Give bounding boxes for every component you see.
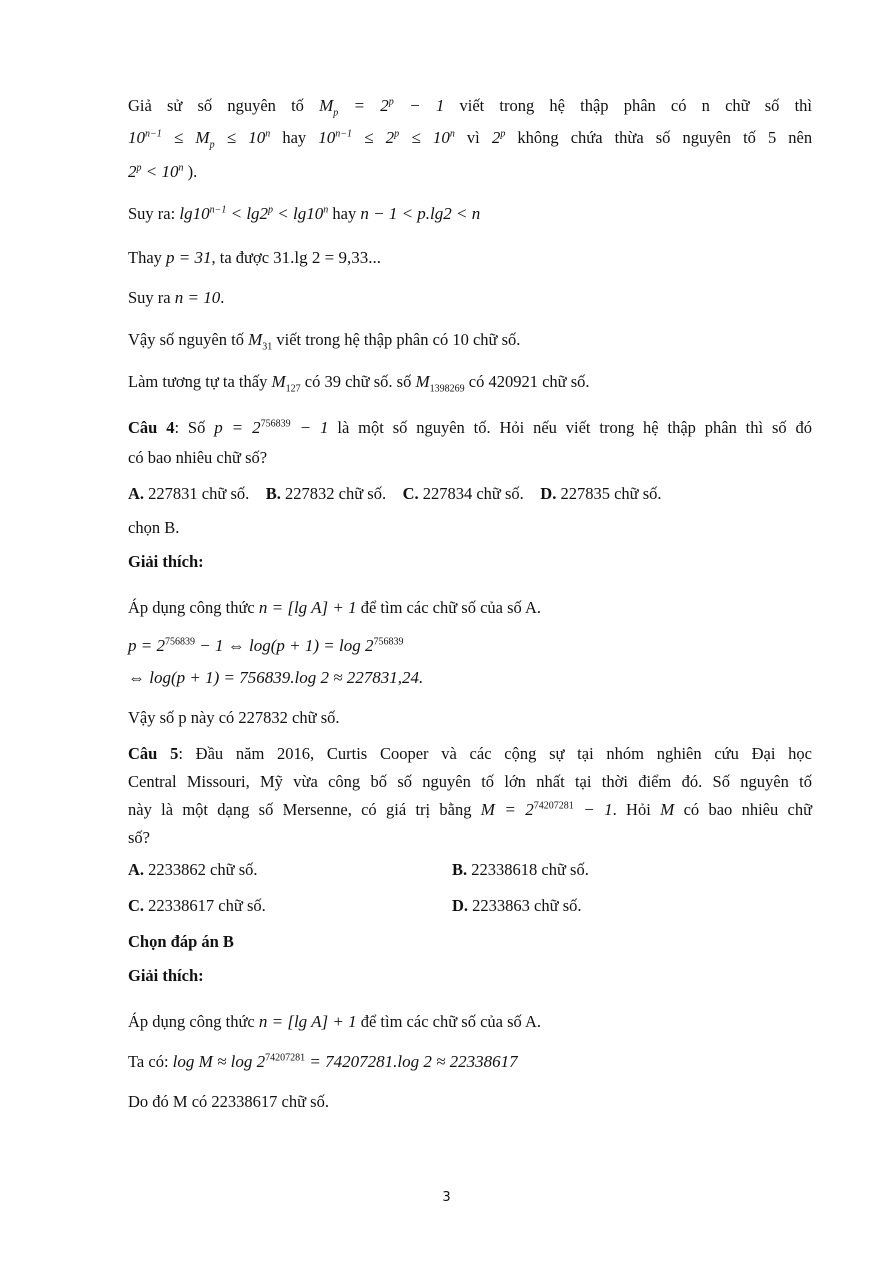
cau5-line-4: số?	[128, 828, 150, 847]
cau5-line-3: này là một dạng số Mersenne, có giá trị bằng $M = 2^{74207281} - 1$. Hỏi M có bao nhiêu chữ	[128, 800, 813, 819]
cau5-option-b[interactable]: B. 22338618 chữ số.	[452, 860, 589, 879]
cau4-giai-thich: Giải thích:	[128, 552, 204, 571]
cau5-option-c[interactable]: C. 22338617 chữ số.	[128, 896, 266, 915]
vay-line: Vậy số nguyên tố $M_{31}$ viết trong hệ thập phân có 10 chữ số.	[128, 330, 521, 353]
formula-m127: $M_{127}$	[271, 372, 301, 395]
suy-ra-2-line: Suy ra n = 10.	[128, 288, 225, 307]
thay-line: Thay p = 31, ta được 31.lg 2 = 9,33...	[128, 248, 381, 267]
formula-M: M	[660, 800, 675, 819]
cau5-ta-co: Ta có: $\log M \approx \log 2^{74207281} = 74207281.\log$ 2 ≈ 22338617	[128, 1052, 518, 1071]
formula-2p-lt: $2^p < 10^n$	[128, 162, 184, 181]
formula-n-lgA-2: n = [lg A] + 1	[258, 1012, 357, 1031]
cau4-option-c[interactable]: C. 227834 chữ số.	[402, 484, 524, 503]
suy-ra-line: Suy ra: $\lg 10^{n-1} < \lg 2^p < \lg 10^n$ hay n − 1 < p.lg2 < n	[128, 204, 481, 223]
para-1-line-2: $10^{n-1} \le M_p \le 10^n$ hay $10^{n-1} \le 2^p \le 10^n$ vì 2$^p$ không chứa thừa số nguyên tố 5 nên	[128, 128, 813, 151]
cau5-label: Câu 5	[128, 744, 179, 763]
cau5-chon: Chọn đáp án B	[128, 932, 234, 951]
formula-M-74207281: $M = 2^{74207281} - 1$	[480, 800, 613, 819]
cau4-label: Câu 4	[128, 418, 175, 437]
cau5-option-a[interactable]: A. 2233862 chữ số.	[128, 860, 258, 879]
formula-2p: 2$^p$	[491, 128, 506, 147]
cau4-ket-luan: Vậy số p này có 227832 chữ số.	[128, 708, 340, 727]
cau4-option-d[interactable]: D. 227835 chữ số.	[540, 484, 662, 503]
cau4-options	[128, 484, 662, 504]
cau5-option-d[interactable]: D. 2233863 chữ số.	[452, 896, 582, 915]
formula-n-range: n − 1 < p.lg2 < n	[360, 204, 481, 223]
formula-31lg2: 31.lg 2 = 9,33...	[273, 248, 381, 267]
formula-lg: $\lg 10^{n-1} < \lg 2^p < \lg 10^n$	[179, 204, 329, 223]
para-1-line-3: $2^p < 10^n$ ).	[128, 162, 198, 181]
cau4-line-1: Câu 4: Số $p = 2^{756839} - 1$ là một số nguyên tố. Hỏi nếu viết trong hệ thập phân thì số đó	[128, 418, 812, 437]
formula-m31: $M_{31}$	[248, 330, 273, 353]
formula-bounds-2: $10^{n-1} \le 2^p \le 10^n$	[318, 128, 455, 147]
page-number: 3	[442, 1190, 451, 1205]
para-1-line-1: Giả sử số nguyên tố $M_p = 2^p - 1$ viết trong hệ thập phân có n chữ số thì	[128, 96, 812, 119]
cau5-line-1: Câu 5: Đầu năm 2016, Curtis Cooper và các cộng sự tại nhóm nghiên cứu Đại học	[128, 744, 812, 763]
cau4-formula-1: $p = 2^{756839} - 1$ ⇔ $\log(p + 1) = \log 2^{756839}$	[128, 636, 404, 655]
cau4-option-a[interactable]: A. 227831 chữ số.	[128, 484, 250, 503]
formula-mp: $M_p = 2^p - 1$	[319, 96, 445, 119]
cau4-option-b[interactable]: B. 227832 chữ số.	[265, 484, 387, 503]
cau5-options-row-2	[128, 896, 812, 916]
formula-n-lgA: n = [lg A] + 1	[258, 598, 357, 617]
formula-n10: n = 10	[174, 288, 221, 307]
cau5-options-row-1	[128, 860, 812, 880]
formula-p-756839: $p = 2^{756839} - 1$	[214, 418, 329, 437]
cau5-giai-thich: Giải thích:	[128, 966, 204, 985]
formula-bounds-1: $10^{n-1} \le M_p \le 10^n$	[128, 128, 271, 151]
cau5-ap-dung: Áp dụng công thức n = [lg A] + 1 để tìm các chữ số của số A.	[128, 1012, 542, 1031]
cau4-formula-2: ⇔ log(p + 1) = 756839.log 2 ≈ 227831,24.	[128, 668, 424, 687]
formula-logM: $\log M \approx \log 2^{74207281} = 74207281.\log$ 2 ≈ 22338617	[172, 1052, 518, 1071]
formula-m1398269: $M_{1398269}$	[415, 372, 465, 395]
cau4-chon: chọn B.	[128, 518, 180, 537]
lam-tuong-tu-line: Làm tương tự ta thấy $M_{127}$ có 39 chữ số. số $M_{1398269}$ có 420921 chữ số.	[128, 372, 590, 395]
cau4-ap-dung: Áp dụng công thức n = [lg A] + 1 để tìm các chữ số của số A.	[128, 598, 542, 617]
cau4-line-2: có bao nhiêu chữ số?	[128, 448, 268, 467]
formula-p31: p = 31	[166, 248, 212, 267]
cau5-ket-luan: Do đó M có 22338617 chữ số.	[128, 1092, 329, 1111]
cau5-line-2: Central Missouri, Mỹ vừa công bố số nguyên tố lớn nhất tại thời điểm đó. Số nguyên tố	[128, 772, 812, 791]
